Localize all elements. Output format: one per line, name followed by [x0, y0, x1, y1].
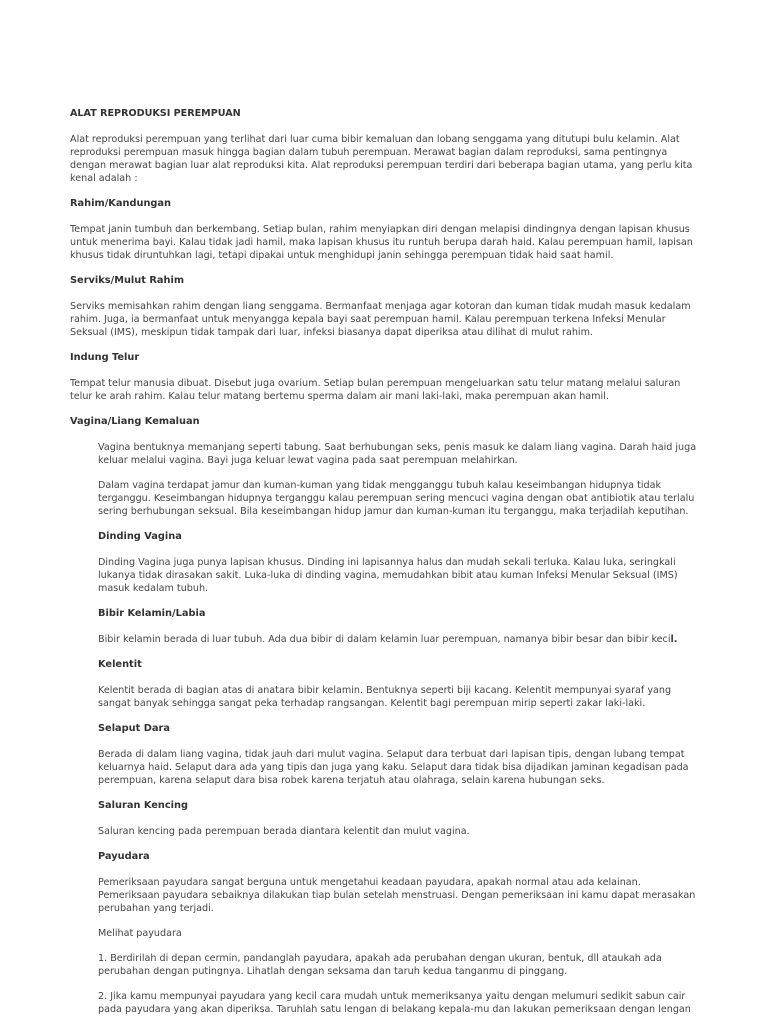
- heading-payudara: Payudara: [98, 851, 150, 862]
- paragraph-bibir-kelamin: [98, 633, 700, 646]
- heading-kelentit: Kelentit: [98, 659, 142, 670]
- paragraph-payudara-4: 2. Jika kamu mempunyai payudara yang kecil cara mudah untuk memeriksanya yaitu dengan melumuri sedikit sabun cair pada payudara yang akan diperiksa. Taruhlah satu lengan di belakang kepala-mu dan lakukan pemeriksaan dengan lengan: [98, 991, 691, 1015]
- bibir-text-end: l.: [670, 634, 678, 645]
- paragraph-saluran-kencing: Saluran kencing pada perempuan berada diantara kelentit dan mulut vagina.: [98, 826, 470, 837]
- heading-selaput-dara: Selaput Dara: [98, 723, 170, 734]
- paragraph-vagina-1: Vagina bentuknya memanjang seperti tabung. Saat berhubungan seks, penis masuk ke dalam liang vagina. Darah haid juga keluar melalui vagina. Bayi juga keluar lewat vagina pada saat perempuan melahirkan.: [98, 442, 697, 466]
- heading-bibir-kelamin: Bibir Kelamin/Labia: [98, 608, 206, 619]
- paragraph-kelentit: Kelentit berada di bagian atas di anatara bibir kelamin. Bentuknya seperti biji kacang. Kelentit mempunyai syaraf yang sangat banyak sehingga sangat peka terhadap rangsangan. Kelentit bagi perempuan mirip seperti zakar laki-laki.: [98, 685, 672, 709]
- paragraph-rahim: Tempat janin tumbuh dan berkembang. Setiap bulan, rahim menyiapkan diri dengan melapisi dindingnya dengan lapisan khusus untuk menerima bayi. Kalau tidak jadi hamil, maka lapisan khusus itu runtuh berupa darah haid. Kalau perempuan hamil, lapisan khusus tidak diruntuhkan lagi, tetapi dipakai untuk menghidupi janin sehingga perempuan tidak haid saat hamil.: [70, 224, 693, 261]
- heading-dinding-vagina: Dinding Vagina: [98, 531, 182, 542]
- heading-serviks: Serviks/Mulut Rahim: [70, 275, 185, 286]
- heading-saluran-kencing: Saluran Kencing: [98, 800, 189, 811]
- paragraph-vagina-2: Dalam vagina terdapat jamur dan kuman-kuman yang tidak mengganggu tubuh kalau keseimbangan hidupnya tidak terganggu. Keseimbangan hidupnya terganggu kalau perempuan sering mencuci vagina dengan obat antibiotik atau terlalu sering berhubungan seksual. Bila keseimbangan hidup jamur dan kuman-kuman itu terganggu, maka terjadilah keputihan.: [98, 480, 695, 517]
- paragraph-payudara-1: Pemeriksaan payudara sangat berguna untuk mengetahui keadaan payudara, apakah normal atau ada kelainan. Pemeriksaan payudara sebaiknya dilakukan tiap bulan setelah menstruasi. Dengan pemeriksaan ini kamu dapat merasakan perubahan yang terjadi.: [98, 877, 696, 914]
- heading-rahim: Rahim/Kandungan: [70, 198, 172, 209]
- heading-indung-telur: Indung Telur: [70, 352, 140, 363]
- paragraph-payudara-3: 1. Berdirilah di depan cermin, pandanglah payudara, apakah ada perubahan dengan ukuran, bentuk, dll ataukah ada perubahan dengan putingnya. Lihatlah dengan seksama dan taruh kedua tanganmu di pinggang.: [98, 953, 662, 977]
- paragraph-payudara-2: Melihat payudara: [98, 928, 182, 939]
- indented-section: [70, 441, 700, 1016]
- paragraph-dinding-vagina: Dinding Vagina juga punya lapisan khusus. Dinding ini lapisannya halus dan mudah sekali terluka. Kalau luka, seringkali lukanya tidak dirasakan sakit. Luka-luka di dinding vagina, memudahkan bibit atau kuman Infeksi Menular Seksual (IMS) masuk kedalam tubuh.: [98, 557, 678, 594]
- document-body: [70, 107, 700, 428]
- paragraph-serviks: Serviks memisahkan rahim dengan liang senggama. Bermanfaat menjaga agar kotoran dan kuman tidak mudah masuk kedalam rahim. Juga, ia bermanfaat untuk menyangga kepala bayi saat perempuan hamil. Kalau perempuan terkena Infeksi Menular Seksual (IMS), meskipun tidak tampak dari luar, infeksi biasanya dapat diperiksa atau dilihat di mulut rahim.: [70, 301, 691, 338]
- intro-paragraph: Alat reproduksi perempuan yang terlihat dari luar cuma bibir kemaluan dan lobang senggama yang ditutupi bulu kelamin. Alat reproduksi perempuan masuk hingga bagian dalam tubuh perempuan. Merawat bagian dalam reproduksi, sama pentingnya dengan merawat bagian luar alat reproduksi kita. Alat reproduksi perempuan terdiri dari beberapa bagian utama, yang perlu kita kenal adalah :: [70, 134, 693, 184]
- document-title: ALAT REPRODUKSI PEREMPUAN: [70, 108, 241, 119]
- paragraph-indung-telur: Tempat telur manusia dibuat. Disebut juga ovarium. Setiap bulan perempuan mengeluarkan satu telur matang melalui saluran telur ke arah rahim. Kalau telur matang bertemu sperma dalam air mani laki-laki, maka perempuan akan hamil.: [70, 378, 681, 402]
- bibir-text: Bibir kelamin berada di luar tubuh. Ada dua bibir di dalam kelamin luar perempuan, namanya bibir besar dan bibir keci: [98, 634, 671, 645]
- heading-vagina: Vagina/Liang Kemaluan: [70, 416, 200, 427]
- paragraph-selaput-dara: Berada di dalam liang vagina, tidak jauh dari mulut vagina. Selaput dara terbuat dari lapisan tipis, dengan lubang tempat keluarnya haid. Selaput dara ada yang tipis dan juga yang kaku. Selaput dara tidak bisa dijadikan jaminan kegadisan pada perempuan, karena selaput dara bisa robek karena terjatuh atau olahraga, selain karena hubungan seks.: [98, 749, 689, 786]
